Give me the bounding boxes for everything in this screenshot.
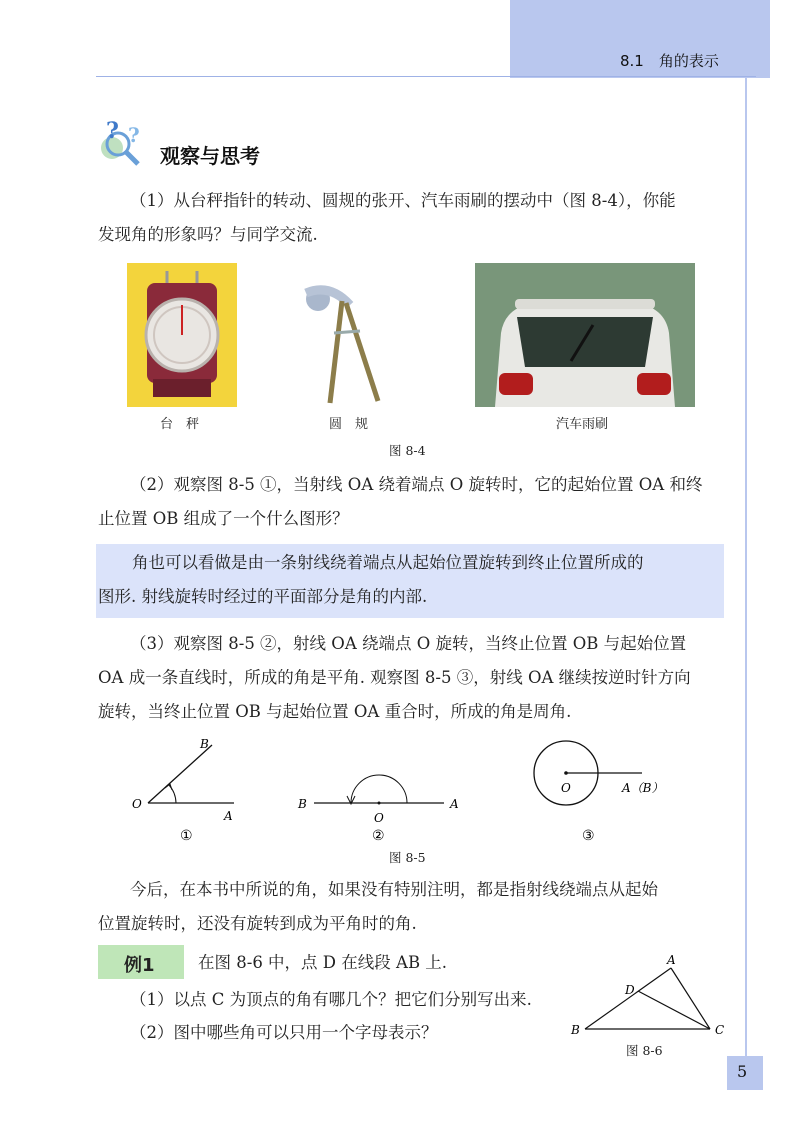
paragraph-line: OA 成一条直线时，所成的角是平角. 观察图 8-5 ③，射线 OA 继续按逆时针方向 [98,668,691,687]
section-title: 观察与思考 [160,144,260,168]
magnifier-question-icon [98,118,158,170]
paragraph-observe-1 [98,184,726,252]
paragraph-line: （2）观察图 8-5 ①，当射线 OA 绕着端点 O 旋转时，它的起始位置 OA 和终 [130,475,703,494]
diagram-marker: ② [372,828,385,844]
example-label: 例1 [124,955,155,976]
point-label: A [224,809,233,823]
figure-8-5 [120,730,680,860]
point-label: A（B） [622,781,664,795]
figure-label: 图 8-5 [389,850,426,865]
straight-angle-diagram [297,775,459,844]
paragraph-line: （1）从台秤指针的转动、圆规的张开、汽车雨刷的摆动中（图 8-4），你能 [130,191,676,210]
paragraph-line: 今后，在本书中所说的角，如果没有特别注明，都是指射线绕端点从起始 [130,880,658,899]
header-rule [96,76,756,77]
section-heading: 8.1 角的表示 [620,52,719,70]
margin-rule [745,78,747,1058]
figure-caption: 汽车雨刷 [556,417,609,432]
diagram-marker: ③ [582,828,595,844]
point-label: O [374,811,384,825]
svg-text:?: ? [128,123,140,147]
figure-caption: 圆 规 [329,417,369,432]
point-label: A [667,953,676,967]
point-label: O [561,781,571,795]
paragraph-observe-3 [98,627,726,729]
definition-text [98,546,716,614]
paragraph-line: 位置旋转时，还没有旋转到成为平角时的角. [98,914,417,933]
figure-label: 图 8-6 [626,1043,663,1058]
example-question: （2）图中哪些角可以只用一个字母表示？ [130,1023,438,1042]
point-label: D [625,983,635,997]
point-label: C [715,1023,725,1037]
diagram-marker: ① [180,828,193,844]
point-label: B [200,737,209,751]
compass-photo [286,263,394,407]
paragraph-line: （3）观察图 8-5 ②，射线 OA 绕端点 O 旋转，当终止位置 OB 与起始位置 [130,634,687,653]
definition-line: 图形. 射线旋转时经过的平面部分是角的内部. [98,587,428,606]
paragraph-convention [98,873,726,941]
point-label: O [132,797,142,811]
figure-label: 图 8-4 [389,443,426,458]
point-label: B [571,1023,580,1037]
platform-scale-photo [127,263,237,407]
paragraph-observe-2 [98,468,726,536]
car-wiper-photo [475,263,695,407]
paragraph-line: 发现角的形象吗？与同学交流. [98,225,318,244]
figure-caption: 台 秤 [160,417,200,432]
example-question: （1）以点 C 为顶点的角有哪几个？把它们分别写出来. [130,990,532,1009]
svg-text:?: ? [106,118,119,144]
full-angle-diagram [534,741,664,844]
point-label: A [450,797,459,811]
page-number: 5 [737,1062,748,1081]
paragraph-line: 旋转，当终止位置 OB 与起始位置 OA 重合时，所成的角是周角. [98,702,572,721]
acute-angle-diagram [132,737,234,844]
paragraph-line: 止位置 OB 组成了一个什么图形？ [98,509,349,528]
example-intro: 在图 8-6 中，点 D 在线段 AB 上. [198,953,448,972]
point-label: B [298,797,307,811]
definition-line: 角也可以看做是由一条射线绕着端点从起始位置旋转到终止位置所成的 [132,553,644,572]
